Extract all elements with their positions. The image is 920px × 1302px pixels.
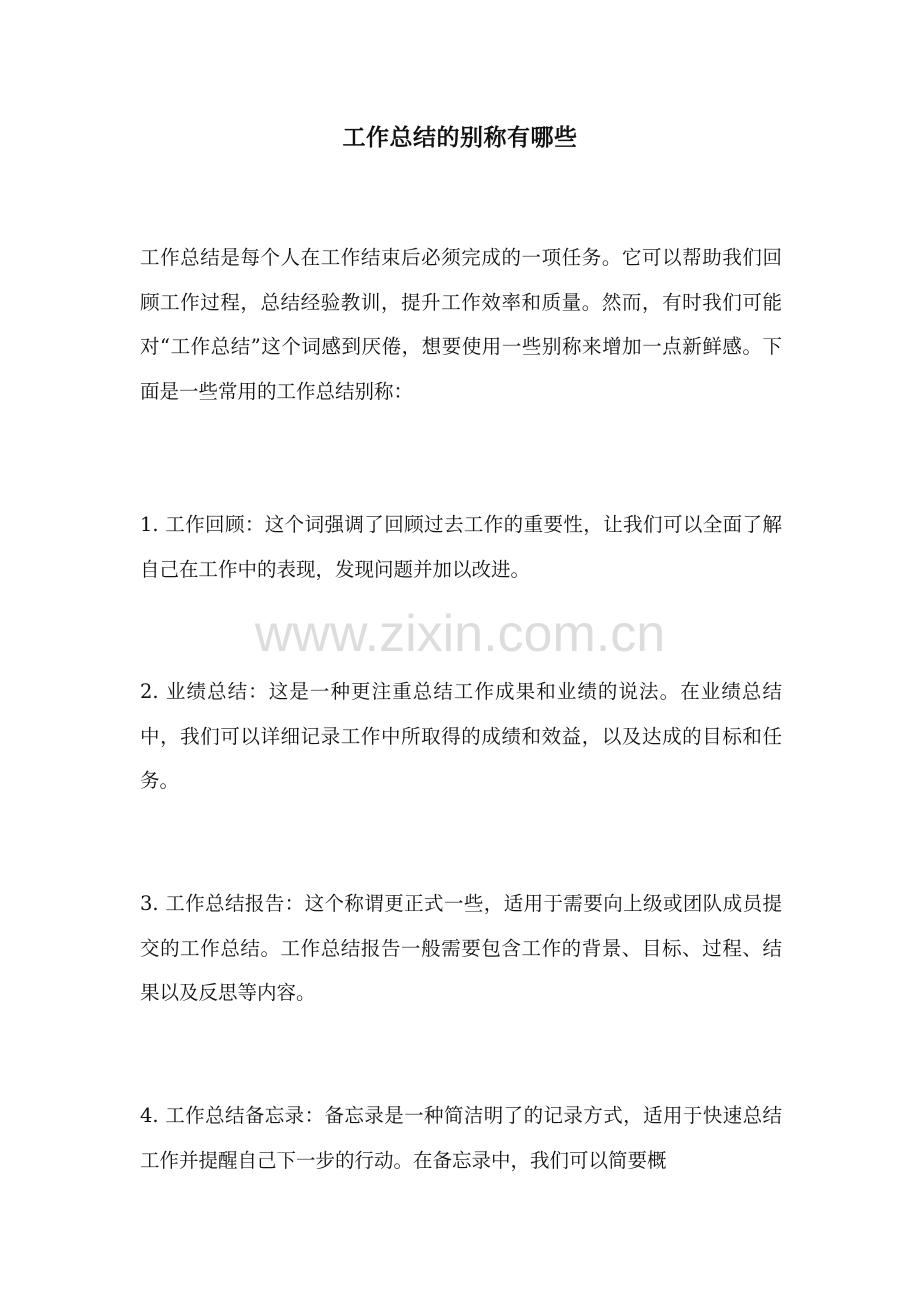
list-item: 1. 工作回顾：这个词强调了回顾过去工作的重要性，让我们可以全面了解自己在工作中的表现，发现问题并加以改进。 xyxy=(140,513,782,581)
document-title: 工作总结的别称有哪些 xyxy=(342,124,578,151)
intro-paragraph: 工作总结是每个人在工作结束后必须完成的一项任务。它可以帮助我们回顾工作过程，总结经验教训，提升工作效率和质量。然而，有时我们可能对“工作总结”这个词感到厌倦，想要使用一些别称来增加一点新鲜感。下面是一些常用的工作总结别称： xyxy=(140,246,782,403)
list-item: 4. 工作总结备忘录：备忘录是一种简洁明了的记录方式，适用于快速总结工作并提醒自己下一步的行动。在备忘录中，我们可以简要概 xyxy=(140,1104,782,1172)
list-item: 3. 工作总结报告：这个称谓更正式一些，适用于需要向上级或团队成员提交的工作总结。工作总结报告一般需要包含工作的背景、目标、过程、结果以及反思等内容。 xyxy=(140,892,782,1004)
watermark-text: www.zixin.com.cn xyxy=(254,605,666,663)
list-item: 2. 业绩总结：这是一种更注重总结工作成果和业绩的说法。在业绩总结中，我们可以详细记录工作中所取得的成绩和效益，以及达成的目标和任务。 xyxy=(140,680,782,792)
